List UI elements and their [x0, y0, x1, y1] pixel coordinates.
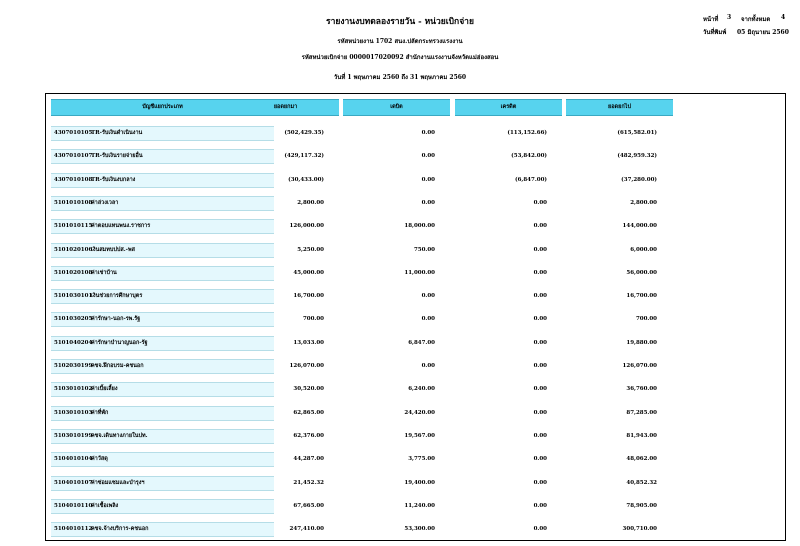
account-name: ค่าวัสดุ — [91, 456, 108, 463]
debit-cell: 0.00 — [421, 176, 435, 183]
table-row — [51, 336, 274, 351]
account-code: 5101010108 — [54, 199, 93, 206]
table-row — [51, 382, 274, 397]
credit-cell: 0.00 — [533, 316, 547, 323]
debit-cell: 6,240.00 — [408, 386, 435, 393]
credit-cell: 0.00 — [533, 526, 547, 533]
debit-cell: 0.00 — [421, 293, 435, 300]
credit-cell: 0.00 — [533, 363, 547, 369]
account-name: TR-รับเงินรายจ่ายอื่น — [91, 153, 143, 160]
carried-forward-cell: 126,070.00 — [622, 363, 657, 369]
credit-cell: 0.00 — [533, 456, 547, 463]
credit-cell: 0.00 — [533, 293, 547, 300]
carried-forward-cell: (37,280.00) — [621, 176, 657, 183]
column-header-debit: เดบิต — [343, 99, 450, 116]
credit-cell: (53,842.00) — [511, 153, 547, 160]
table-row — [51, 219, 274, 234]
account-code: 5101020108 — [54, 269, 93, 276]
page-total: 4 — [781, 14, 786, 21]
credit-cell: (113,152.66) — [507, 130, 547, 136]
account-code: 4307010105 — [54, 130, 93, 136]
account-name: ค่าตอบแทนพนง.ราชการ — [91, 223, 151, 230]
debit-cell: 24,420.00 — [404, 409, 435, 416]
agency-line: รหัสหน่วยงาน 1702 สนง.ปลัดกระทรวงแรงงาน — [337, 38, 463, 45]
column-header-credit: เครดิต — [455, 99, 562, 116]
account-code: 5104010104 — [54, 456, 93, 463]
credit-cell: 0.00 — [533, 432, 547, 439]
table-row — [51, 429, 274, 444]
brought-forward-cell: 45,000.00 — [293, 269, 324, 276]
table-row — [51, 406, 274, 421]
account-code: 5104010110 — [54, 502, 93, 509]
credit-cell: (6,847.00) — [515, 176, 547, 183]
carried-forward-cell: 40,852.32 — [626, 479, 657, 486]
carried-forward-cell: 81,943.00 — [626, 432, 657, 439]
debit-cell: 3,775.00 — [408, 456, 435, 463]
account-name: ค่าเช่าบ้าน — [91, 269, 117, 276]
account-name: คชจ.เดินทางภายในปท. — [91, 432, 148, 439]
debit-cell: 19,400.00 — [404, 479, 435, 486]
table-row — [51, 359, 274, 374]
account-code: 5101020106 — [54, 246, 93, 253]
brought-forward-cell: (429,117.32) — [284, 153, 324, 160]
debit-cell: 6,847.00 — [408, 339, 435, 346]
brought-forward-cell: (30,433.00) — [288, 176, 324, 183]
column-header-carried-forward: ยอดยกไป — [566, 99, 673, 116]
brought-forward-cell: 21,452.32 — [293, 479, 324, 486]
column-header-account: บัญชีแยกประเภท — [51, 99, 274, 116]
print-date: 05 มิถุนายน 2560 — [737, 29, 789, 36]
carried-forward-cell: 78,905.00 — [626, 502, 657, 509]
table-row — [51, 499, 274, 514]
credit-cell: 0.00 — [533, 479, 547, 486]
table-row — [51, 196, 274, 211]
page-number: 3 — [727, 14, 732, 21]
date-range-line: วันที่ 1 พฤษภาคม 2560 ถึง 31 พฤษภาคม 2560 — [333, 74, 467, 81]
print-date-label: วันที่พิมพ์ — [703, 29, 727, 36]
debit-cell: 0.00 — [421, 153, 435, 160]
account-name: TR-รับเงินดำเนินงาน — [91, 130, 143, 136]
carried-forward-cell: 48,062.00 — [626, 456, 657, 463]
debit-cell: 11,240.00 — [404, 502, 435, 509]
report-title: รายงานงบทดลองรายวัน - หน่วยเบิกจ่าย — [326, 17, 474, 27]
page-total-label: จากทั้งหมด — [741, 16, 771, 23]
brought-forward-cell: 126,000.00 — [289, 223, 324, 230]
column-header-brought-forward: ยอดยกมา — [232, 99, 339, 116]
carried-forward-cell: 87,285.00 — [626, 409, 657, 416]
brought-forward-cell: 5,250.00 — [297, 246, 324, 253]
account-name: ค่าซ่อมแซมและบำรุงฯ — [91, 479, 145, 486]
debit-cell: 750.00 — [413, 246, 435, 253]
trial-balance-table — [45, 93, 786, 541]
brought-forward-cell: 700.00 — [302, 316, 324, 323]
brought-forward-cell: 247,410.00 — [289, 526, 324, 533]
account-code: 5101040204 — [54, 339, 93, 346]
carried-forward-cell: 6,000.00 — [630, 246, 657, 253]
account-name: คชจ.จ้างบริการ-คชนอก — [91, 526, 149, 533]
table-row — [51, 173, 274, 188]
debit-cell: 0.00 — [421, 316, 435, 323]
disbursement-unit-line: รหัสหน่วยเบิกจ่าย 0000017020092 สำนักงานแรงงานจังหวัดแม่ฮ่องสอน — [301, 54, 499, 61]
account-code: 5101030205 — [54, 316, 93, 323]
credit-cell: 0.00 — [533, 339, 547, 346]
table-row — [51, 312, 274, 327]
table-row — [51, 149, 274, 164]
table-row — [51, 266, 274, 281]
table-row — [51, 289, 274, 304]
account-name: ค่ารักษา-นอก-รพ.รัฐ — [91, 316, 141, 323]
account-code: 5104010112 — [54, 526, 93, 533]
brought-forward-cell: 16,700.00 — [293, 293, 324, 300]
debit-cell: 0.00 — [421, 130, 435, 136]
account-code: 4307010108 — [54, 176, 93, 183]
carried-forward-cell: (615,582.01) — [617, 130, 657, 136]
credit-cell: 0.00 — [533, 223, 547, 230]
table-row — [51, 243, 274, 258]
credit-cell: 0.00 — [533, 269, 547, 276]
table-row — [51, 126, 274, 141]
credit-cell: 0.00 — [533, 246, 547, 253]
brought-forward-cell: 30,520.00 — [293, 386, 324, 393]
account-code: 5101010115 — [54, 223, 93, 230]
credit-cell: 0.00 — [533, 502, 547, 509]
account-code: 5101030101 — [54, 293, 93, 300]
carried-forward-cell: 2,800.00 — [630, 199, 657, 206]
account-code: 5103010199 — [54, 432, 93, 439]
carried-forward-cell: 19,880.00 — [626, 339, 657, 346]
account-name: ค่าที่พัก — [91, 409, 109, 416]
account-name: เงินสมทบปปส.-พส — [91, 246, 135, 253]
brought-forward-cell: 62,865.00 — [293, 409, 324, 416]
account-name: TR-รับเงินงบกลาง — [91, 176, 136, 183]
account-name: เงินช่วยการศึกษาบุตร — [91, 293, 143, 300]
account-name: ค่ารักษาบำนาญนอก-รัฐ — [91, 339, 148, 346]
account-name: ค่าล่วงเวลา — [91, 199, 119, 206]
brought-forward-cell: 44,287.00 — [293, 456, 324, 463]
brought-forward-cell: 62,376.00 — [293, 432, 324, 439]
debit-cell: 0.00 — [421, 363, 435, 369]
credit-cell: 0.00 — [533, 199, 547, 206]
account-code: 5102030199 — [54, 363, 93, 369]
account-name: คชจ.ฝึกอบรม-คชนอก — [91, 363, 144, 369]
account-name: ค่าเชื้อเพลิง — [91, 502, 119, 509]
account-code: 5103010102 — [54, 386, 93, 393]
account-code: 5103010103 — [54, 409, 93, 416]
table-row — [51, 522, 274, 537]
account-code: 4307010107 — [54, 153, 93, 160]
debit-cell: 19,567.00 — [404, 432, 435, 439]
carried-forward-cell: 36,760.00 — [626, 386, 657, 393]
brought-forward-cell: 67,665.00 — [293, 502, 324, 509]
account-name: ค่าเบี้ยเลี้ยง — [91, 386, 118, 393]
debit-cell: 0.00 — [421, 199, 435, 206]
carried-forward-cell: 300,710.00 — [622, 526, 657, 533]
credit-cell: 0.00 — [533, 386, 547, 393]
account-code: 5104010107 — [54, 479, 93, 486]
brought-forward-cell: 13,033.00 — [293, 339, 324, 346]
carried-forward-cell: 16,700.00 — [626, 293, 657, 300]
carried-forward-cell: (482,959.32) — [617, 153, 657, 160]
brought-forward-cell: 126,070.00 — [289, 363, 324, 369]
debit-cell: 53,300.00 — [404, 526, 435, 533]
debit-cell: 18,000.00 — [404, 223, 435, 230]
carried-forward-cell: 56,000.00 — [626, 269, 657, 276]
brought-forward-cell: (502,429.35) — [284, 130, 324, 136]
page-label: หน้าที่ — [703, 16, 719, 23]
table-row — [51, 452, 274, 467]
carried-forward-cell: 144,000.00 — [622, 223, 657, 230]
debit-cell: 11,000.00 — [404, 269, 435, 276]
brought-forward-cell: 2,800.00 — [297, 199, 324, 206]
table-row — [51, 476, 274, 491]
credit-cell: 0.00 — [533, 409, 547, 416]
carried-forward-cell: 700.00 — [635, 316, 657, 323]
